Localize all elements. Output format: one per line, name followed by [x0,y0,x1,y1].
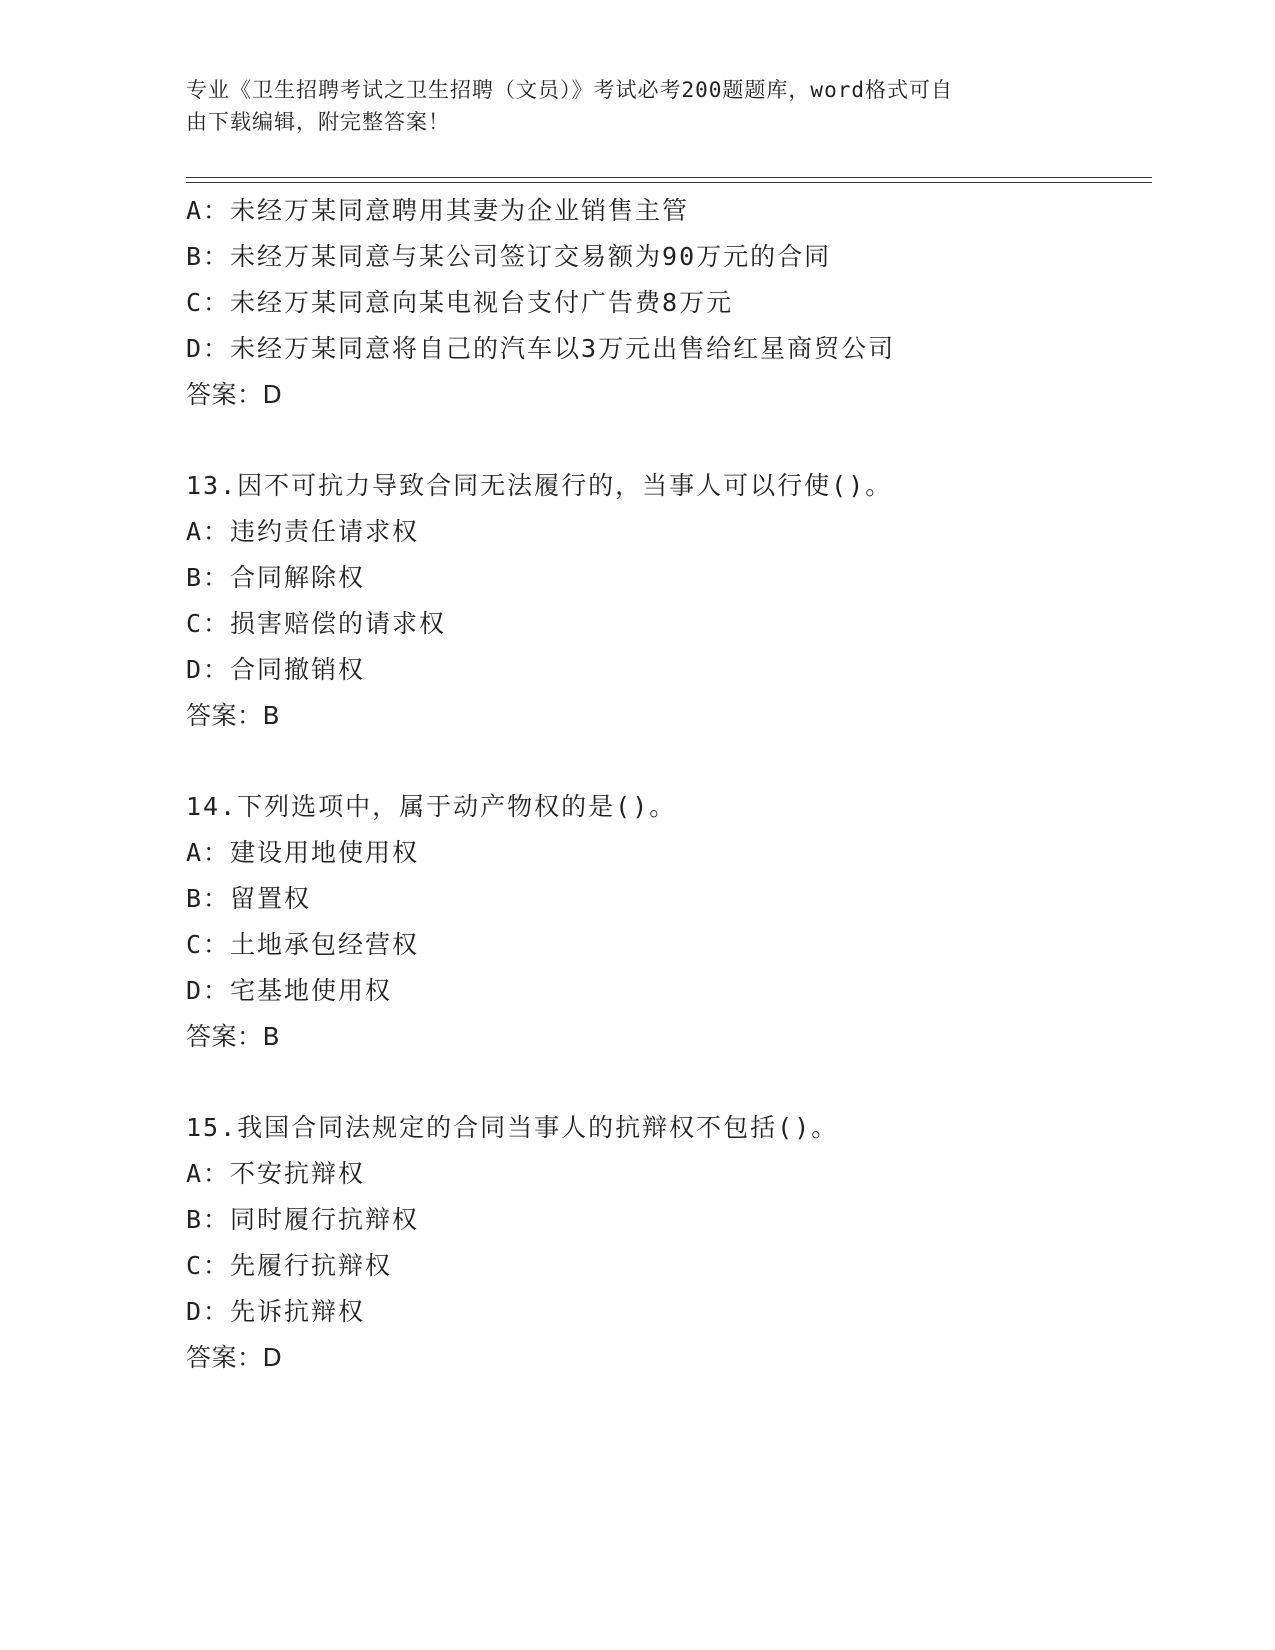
spacer [186,418,1152,463]
answer-line: 答案：D [186,1343,283,1372]
option-d: D：先诉抗辩权 [186,1297,366,1326]
option-b: B：留置权 [186,884,312,913]
header-line-1: 专业《卫生招聘考试之卫生招聘（文员）》考试必考200题题库，word格式可自 [186,78,953,102]
option-c: C：损害赔偿的请求权 [186,609,447,638]
option-d: D：未经万某同意将自己的汽车以3万元出售给红星商贸公司 [186,334,896,363]
header-divider-bottom [186,182,1152,183]
option-b: B：合同解除权 [186,563,366,592]
option-c: C：土地承包经营权 [186,930,420,959]
option-b: B：同时履行抗辩权 [186,1205,420,1234]
question-block-12 [186,188,1152,418]
question-block-14 [186,784,1152,1060]
spacer [186,739,1152,784]
option-c: C：未经万某同意向某电视台支付广告费8万元 [186,288,734,317]
option-c: C：先履行抗辩权 [186,1251,393,1280]
answer-line: 答案：B [186,701,281,730]
question-text: 14.下列选项中，属于动产物权的是()。 [186,792,677,821]
spacer [186,1060,1152,1105]
question-text: 13.因不可抗力导致合同无法履行的，当事人可以行使()。 [186,471,893,500]
question-block-13 [186,463,1152,739]
option-d: D：合同撤销权 [186,655,366,684]
option-b: B：未经万某同意与某公司签订交易额为90万元的合同 [186,242,832,271]
question-list [186,188,1152,1381]
option-a: A：建设用地使用权 [186,838,420,867]
option-a: A：不安抗辩权 [186,1159,366,1188]
option-a: A：违约责任请求权 [186,517,420,546]
document-header [186,74,1066,138]
question-block-15 [186,1105,1152,1381]
question-text: 15.我国合同法规定的合同当事人的抗辩权不包括()。 [186,1113,839,1142]
header-divider-top [186,177,1152,178]
option-a: A：未经万某同意聘用其妻为企业销售主管 [186,196,690,225]
header-line-2: 由下载编辑，附完整答案！ [186,110,450,134]
answer-line: 答案：D [186,380,283,409]
answer-line: 答案：B [186,1022,281,1051]
option-d: D：宅基地使用权 [186,976,393,1005]
